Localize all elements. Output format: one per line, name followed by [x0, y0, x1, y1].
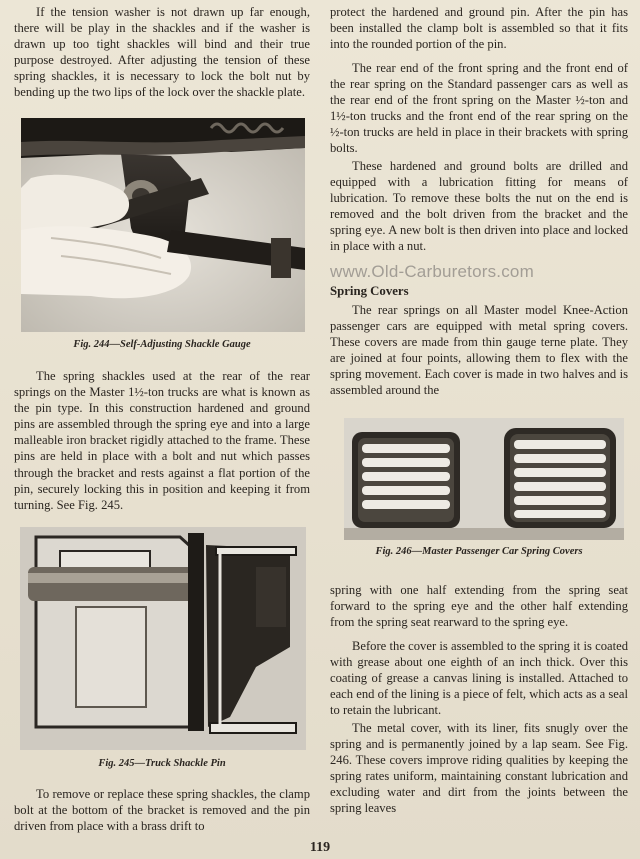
paragraph-remove-shackles: To remove or replace these spring shackles, the clamp bolt at the bottom of the bracket is removed and the pin driven from place with a brass drift to	[14, 787, 310, 834]
figure-246-caption: Fig. 246—Master Passenger Car Spring Covers	[375, 546, 583, 557]
paragraph-lubrication-bolts: These hardened and ground bolts are drilled and equipped with a lubrication fitting for means of lubrication. To remove these bolts the nut on the end is removed and the bolt driven from the bracket and the spring eye. A new bolt is then driven into place and locked in place with a nut.	[330, 159, 628, 254]
left-spring-cover	[352, 432, 460, 528]
paragraph-tension-washer: If the tension washer is not drawn up far enough, there will be play in the shackles and if the washer is drawn up too tight shackles will bind and their true purpose destroyed. After adjusting the tension of these spring shackles, it is necessary to lock the bolt nut by bending up the two lips of the lock over the shackle plate.	[14, 5, 310, 100]
page-number: 119	[309, 840, 331, 855]
paragraph-spring-halves: spring with one half extending from the spring seat forward to the spring eye and the other half extending from the spring seat rearward to the spring eye.	[330, 583, 628, 630]
figure-244-caption: Fig. 244—Self-Adjusting Shackle Gauge	[73, 339, 251, 350]
truck-shackle-pin-illustration	[20, 527, 306, 750]
shackle-gauge-illustration	[21, 118, 305, 332]
watermark-text: www.Old-Carburetors.com	[330, 262, 534, 281]
paragraph-spring-covers: The rear springs on all Master model Knee-Action passenger cars are equipped with metal spring covers. These covers are made from thin gauge terne plate. They are joined at four points, allowing them to flex with the spring movement. Each cover is made in two halves and is assembled around the	[330, 303, 628, 398]
paragraph-spring-bolts: The rear end of the front spring and the front end of the rear spring on the Standard passenger cars as well as the rear end of the front spring on the Master ½-ton and 1½-ton trucks and the front end of the rear spring on the ½-ton trucks are held in place in their brackets with spring bolts.	[330, 61, 628, 156]
paragraph-grease-coating: Before the cover is assembled to the spring it is coated with grease about one eighth of an inch thick. Over this coating of grease a canvas lining is installed. Attached to each end of the lining is a piece of felt, which acts as a seal to retain the lubricant.	[330, 639, 628, 718]
spring-covers-illustration	[344, 418, 624, 540]
figure-245-photo	[20, 527, 306, 750]
right-spring-cover	[504, 428, 616, 528]
paragraph-metal-cover: The metal cover, with its liner, fits snugly over the spring and is permanently joined by a lap seam. See Fig. 246. These covers improve riding qualities by keeping the spring rates uniform, maintaining constant lubrication and excluding water and dirt from the joints between the spring leaves	[330, 721, 628, 816]
paragraph-pin-type-shackles: The spring shackles used at the rear of the rear springs on the Master 1½-ton trucks are what is known as the pin type. In this construction hardened and ground pins are assembled through the spring eye and into a large malleable iron bracket rigidly attached to the frame. These pins are held in place with a bolt and nut which passes through the bracket and rests against a flat portion of the pin, securely locking this in position and keeping it from turning. See Fig. 245.	[14, 369, 310, 512]
figure-244-photo	[21, 118, 305, 332]
figure-245-caption: Fig. 245—Truck Shackle Pin	[98, 758, 226, 769]
section-heading-spring-covers: Spring Covers	[330, 284, 409, 298]
figure-246-photo	[344, 418, 624, 540]
paragraph-protect-pin: protect the hardened and ground pin. After the pin has been installed the clamp bolt is assembled so that it fits into the rounded portion of the pin.	[330, 5, 628, 52]
